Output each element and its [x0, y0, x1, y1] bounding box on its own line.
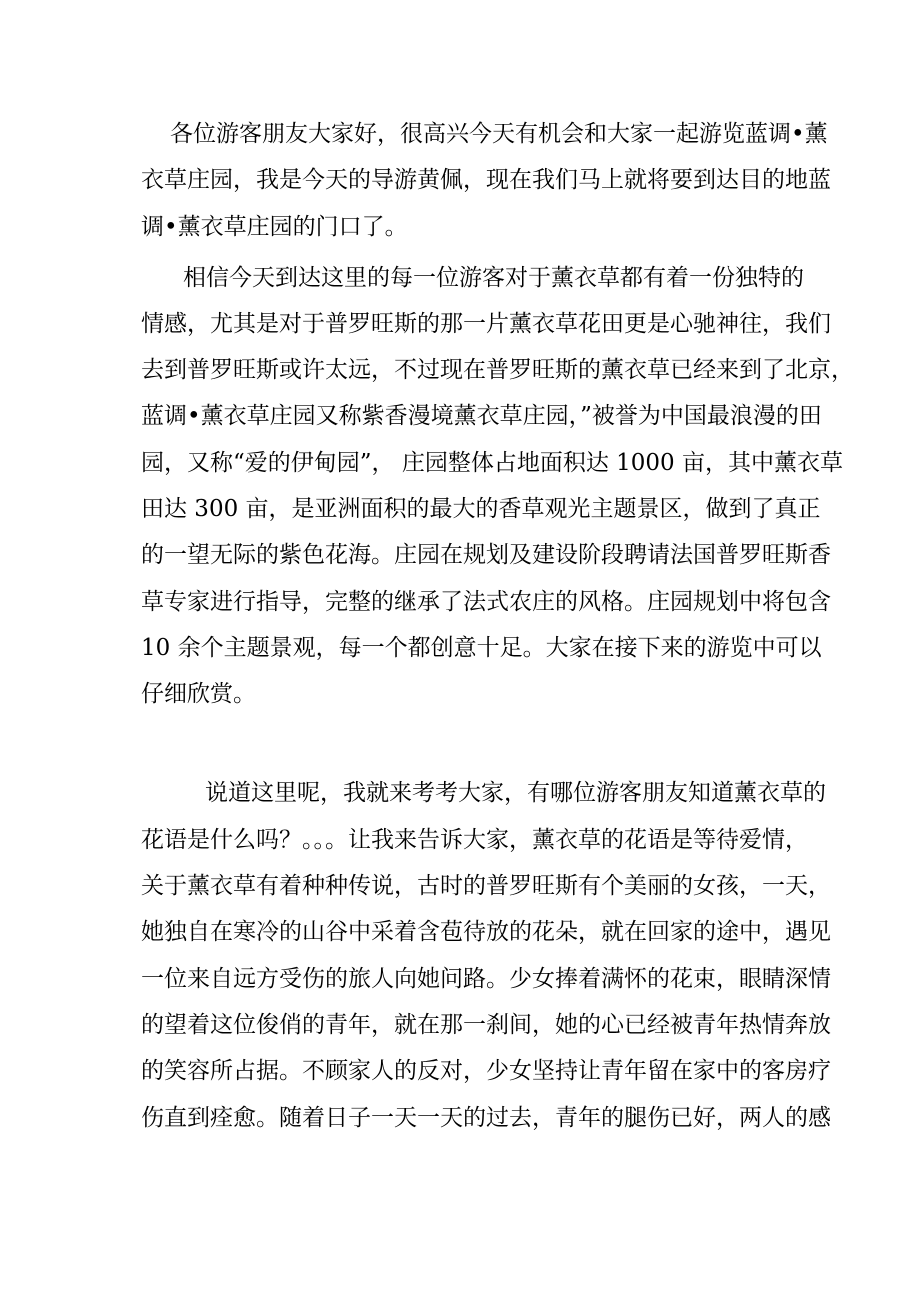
text-line: 草专家进行指导，完整的继承了法式农庄的风格。庄园规划中将包含 [141, 589, 831, 615]
text-line: 相信今天到达这里的每一位游客对于薰衣草都有着一份独特的 [183, 265, 804, 291]
text-line: 的一望无际的紫色花海。庄园在规划及建设阶段聘请法国普罗旺斯香 [141, 542, 831, 568]
text-line: 伤直到痊愈。随着日子一天一天的过去，青年的腿伤已好，两人的感 [141, 1105, 831, 1131]
text-line: 说道这里呢，我就来考考大家，有哪位游客朋友知道薰衣草的 [205, 780, 826, 806]
text-line: 的笑容所占据。不顾家人的反对，少女坚持让青年留在家中的客房疗 [141, 1058, 831, 1084]
text-line: 10 余个主题景观，每一个都创意十足。大家在接下来的游览中可以 [141, 635, 822, 661]
text-line: 仔细欣赏。 [141, 681, 256, 707]
text-line: 园，又称“爱的伊甸园”， 庄园整体占地面积达 1000 亩，其中薰衣草 [141, 450, 843, 476]
text-line: 花语是什么吗？。。。让我来告诉大家，薰衣草的花语是等待爱情， [141, 827, 808, 853]
text-line: 情感，尤其是对于普罗旺斯的那一片薰衣草花田更是心驰神往，我们 [141, 311, 831, 337]
text-line: 蓝调•薰衣草庄园又称紫香漫境薰衣草庄园，”被誉为中国最浪漫的田 [141, 403, 822, 429]
text-line: 关于薰衣草有着种种传说，古时的普罗旺斯有个美丽的女孩，一天， [141, 873, 831, 899]
text-line: 一位来自远方受伤的旅人向她问路。少女捧着满怀的花束，眼睛深情 [141, 966, 831, 992]
text-line: 各位游客朋友大家好，很高兴今天有机会和大家一起游览蓝调•薰 [170, 121, 828, 147]
text-line: 田达 300 亩，是亚洲面积的最大的香草观光主题景区，做到了真正 [141, 496, 821, 522]
text-line: 去到普罗旺斯或许太远，不过现在普罗旺斯的薰衣草已经来到了北京， [141, 357, 854, 383]
text-line: 的望着这位俊俏的青年，就在那一刹间，她的心已经被青年热情奔放 [141, 1012, 831, 1038]
text-line: 调•薰衣草庄园的门口了。 [141, 214, 408, 240]
text-line: 她独自在寒冷的山谷中采着含苞待放的花朵，就在回家的途中，遇见 [141, 919, 831, 945]
text-line: 衣草庄园，我是今天的导游黄佩，现在我们马上就将要到达目的地蓝 [141, 167, 831, 193]
